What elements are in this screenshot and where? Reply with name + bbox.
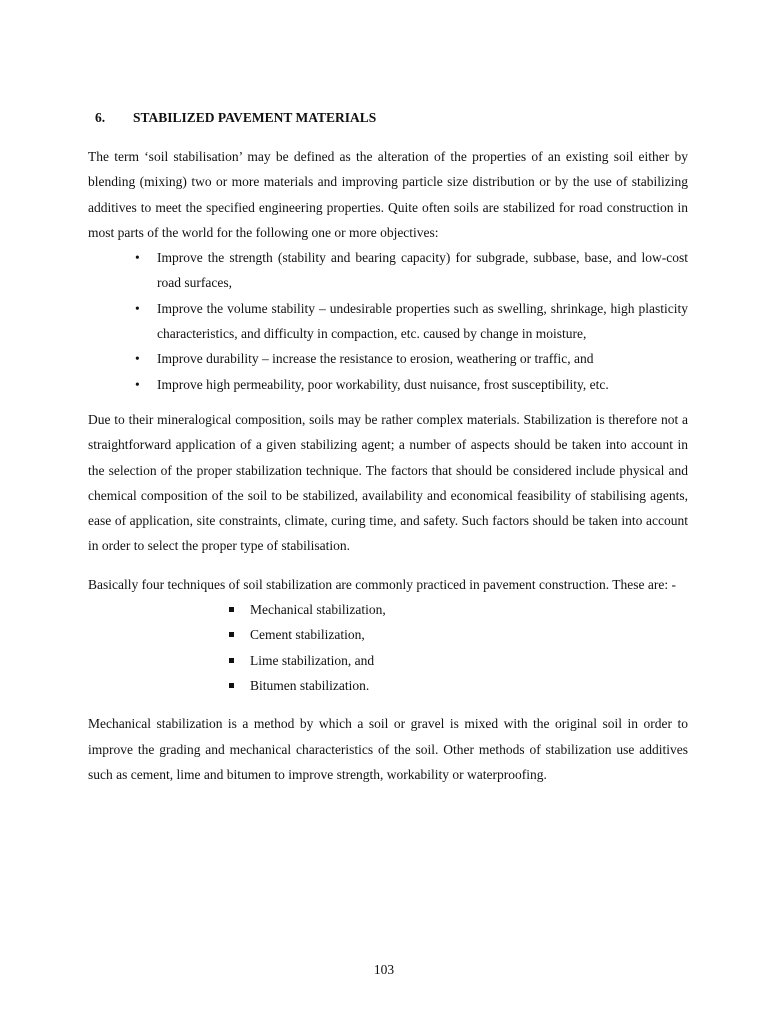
document-page [88, 108, 688, 800]
section-heading [88, 108, 688, 128]
intro-paragraph: The term ‘soil stabilisation’ may be defined as the alteration of the properties of an existing soil either by blending (mixing) two or more materials and improving particle size distribution or by the use of stabilizing additives to meet the specified engineering properties. Quite often soils are stabilized for road construction in most parts of the world for the following one or more objectives: [88, 149, 688, 240]
square-bullet-icon [229, 632, 234, 637]
square-bullet-icon [229, 658, 234, 663]
composition-paragraph: Due to their mineralogical composition, soils may be rather complex materials. Stabilization is therefore not a straightforward application of a given stabilizing agent; a number of aspects should be taken into account in the selection of the proper stabilization technique. The factors that should be considered include physical and chemical composition of the soil to be stabilized, availability and economical feasibility of stabilising agents, ease of application, site constraints, climate, curing time, and safety. Such factors should be taken into account in order to select the proper type of stabilisation. [88, 411, 688, 554]
section-number: 6. [95, 110, 106, 125]
list-item: • Improve durability – increase the resistance to erosion, weathering or traffic, and [157, 346, 688, 371]
objectives-list [88, 245, 688, 397]
list-item: Lime stabilization, and [250, 648, 688, 673]
square-bullet-icon [229, 683, 234, 688]
techniques-list [88, 597, 688, 698]
list-item: Cement stabilization, [250, 622, 688, 647]
bullet-icon: • [135, 300, 140, 316]
techniques-intro-paragraph: Basically four techniques of soil stabilization are commonly practiced in pavement construction. These are: - [88, 576, 676, 592]
list-item: • Improve high permeability, poor workability, dust nuisance, frost susceptibility, etc. [157, 372, 688, 397]
section-title: STABILIZED PAVEMENT MATERIALS [133, 110, 377, 125]
list-item: • Improve the volume stability – undesirable properties such as swelling, shrinkage, high plasticity characteristics, and difficulty in compaction, etc. caused by change in moisture, [157, 296, 688, 347]
page-number: 103 [373, 962, 395, 977]
list-item: • Improve the strength (stability and bearing capacity) for subgrade, subbase, base, and low-cost road surfaces, [157, 245, 688, 296]
list-item: Bitumen stabilization. [250, 673, 688, 698]
bullet-icon: • [135, 376, 140, 392]
bullet-icon: • [135, 351, 140, 367]
square-bullet-icon [229, 607, 234, 612]
bullet-icon: • [135, 250, 140, 266]
mechanical-stabilization-paragraph: Mechanical stabilization is a method by which a soil or gravel is mixed with the original soil in order to improve the grading and mechanical characteristics of the soil. Other methods of stabilization use additives such as cement, lime and bitumen to improve strength, workability or waterproofing. [88, 716, 688, 782]
list-item: Mechanical stabilization, [250, 597, 688, 622]
